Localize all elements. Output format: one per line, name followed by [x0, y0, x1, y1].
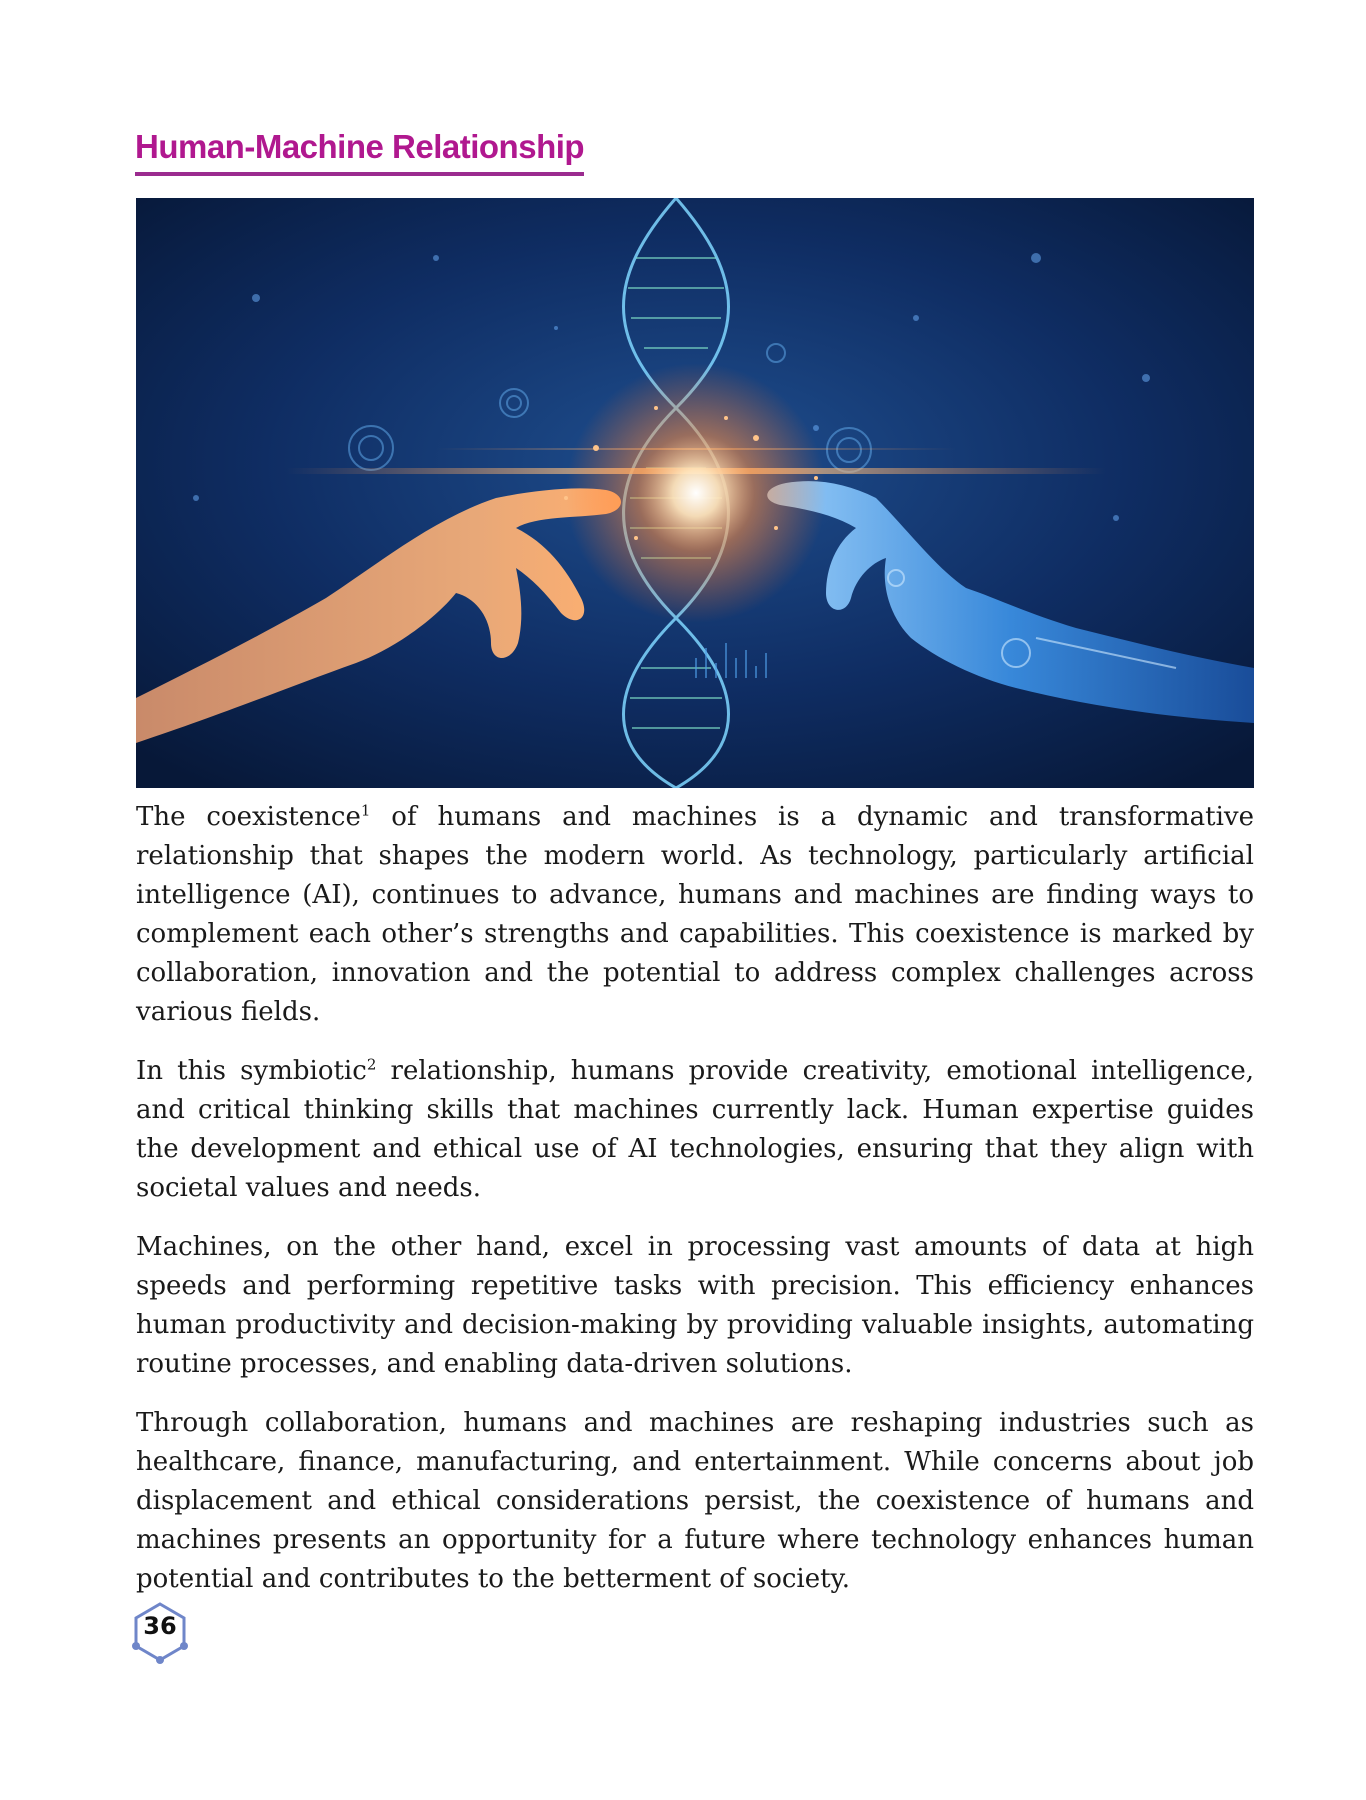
human-robot-hands-dna-image: [136, 198, 1254, 788]
footnote-marker-1: 1: [360, 801, 371, 820]
paragraph-4: Through collaboration, humans and machines are reshaping industries such as healthcare, finance, manufacturing, and entertainment. While concerns about job displacement and ethical considerations persist, the coexistence of humans and machines presents an opportunity for a future where technology enhances human potential and contributes to the betterment of society.: [136, 1408, 1254, 1594]
paragraph-3: Machines, on the other hand, excel in processing vast amounts of data at high speeds and performing repetitive tasks with precision. This efficiency enhances human productivity and decision-making by providing valuable insights, automating routine processes, and enabling data-driven solutions.: [136, 1232, 1254, 1379]
page-heading: Human-Machine Relationship: [135, 128, 584, 176]
page-number: 36: [143, 1612, 177, 1640]
hero-image: [136, 198, 1254, 788]
paragraph-2: In this symbiotic$^2$ relationship, humans provide creativity, emotional intelligence, and critical thinking skills that machines currently lack. Human expertise guides the development and ethical use of AI technologies, ensuring that they align with societal values and needs.: [136, 1055, 1254, 1203]
heading-block: [135, 128, 584, 176]
body-text: [136, 798, 1254, 1619]
paragraph-1: The coexistence$^1$ of humans and machines is a dynamic and transformative relationship that shapes the modern world. As technology, particularly artificial intelligence (AI), continues to advance, humans and machines are finding ways to complement each other’s strengths and capabilities. This coexistence is marked by collaboration, innovation and the potential to address complex challenges across various fields.: [136, 801, 1254, 1027]
footnote-marker-2: 2: [366, 1055, 377, 1074]
